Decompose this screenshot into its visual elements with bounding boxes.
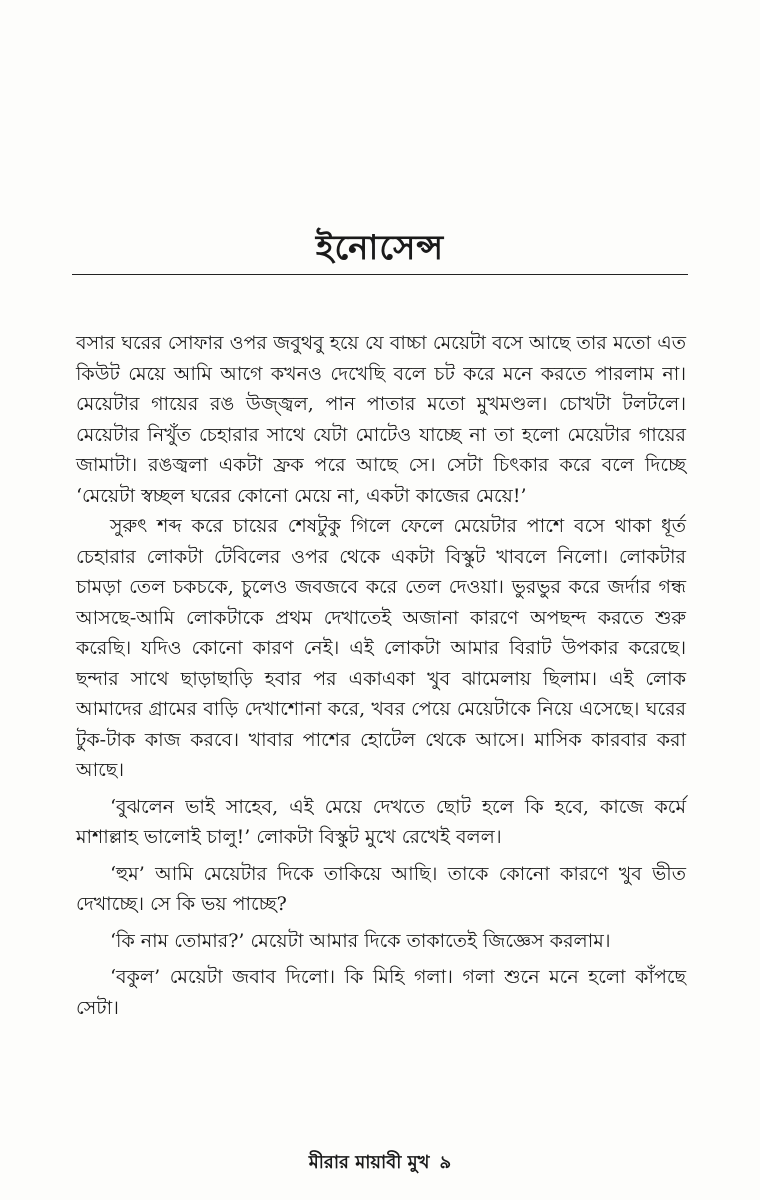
paragraph: ‘বকুল’ মেয়েটা জবাব দিলো। কি মিহি গলা। গলা শুনে মনে হলো কাঁপছে সেটা। (76, 966, 686, 1019)
paragraph: বসার ঘরের সোফার ওপর জবুথবু হয়ে যে বাচ্চা মেয়েটা বসে আছে তার মতো এত কিউট মেয়ে আমি আগে কখনও দেখেছি বলে চট করে মনে করতে পারলাম না। মেয়েটার গায়ের রঙ উজ্জ্বল, পান পাতার মতো মুখমণ্ডল। চোখটা টলটলে। মেয়েটার নিখুঁত চেহারার সাথে যেটা মোটেও যাচ্ছে না তা হলো মেয়েটার গায়ের জামাটা। রঙজ্বলা একটা ফ্রক পরে আছে সে। সেটা চিৎকার করে বলে দিচ্ছে ‘মেয়েটা স্বচ্ছল ঘরের কোনো মেয়ে না, একটা কাজের মেয়ে!’ (76, 332, 686, 507)
paragraph: ‘হুম’ আমি মেয়েটার দিকে তাকিয়ে আছি। তাকে কোনো কারণে খুব ভীত দেখাচ্ছে। সে কি ভয় পাচ্ছে? (76, 862, 686, 915)
page-number: ৯ (439, 1152, 452, 1173)
paragraph: ‘কি নাম তোমার?’ মেয়েটা আমার দিকে তাকাতেই জিজ্ঞেস করলাম। (110, 929, 611, 952)
footer-book-title: মীরার মায়াবী মুখ (308, 1152, 430, 1173)
running-footer (0, 1148, 760, 1179)
paragraph: সুরুৎ শব্দ করে চায়ের শেষটুকু গিলে ফেলে মেয়েটার পাশে বসে থাকা ধূর্ত চেহারার লোকটা টেবিলের ওপর থেকে একটা বিস্কুট খাবলে নিলো। লোকটার চামড়া তেল চকচকে, চুলেও জবজবে করে তেল দেওয়া। ভুরভুর করে জর্দার গন্ধ আসছে-আমি লোকটাকে প্রথম দেখাতেই অজানা কারণে অপছন্দ করতে শুরু করেছি। যদিও কোনো কারণ নেই। এই লোকটা আমার বিরাট উপকার করেছে। ছন্দার সাথে ছাড়াছাড়ি হবার পর একাএকা খুব ঝামেলায় ছিলাম। এই লোক আমাদের গ্রামের বাড়ি দেখাশোনা করে, খবর পেয়ে মেয়েটাকে নিয়ে এসেছে। ঘরের টুক-টাক কাজ করবে। খাবার পাশের হোটেল থেকে আসে। মাসিক কারবার করা আছে। (76, 515, 686, 781)
paragraph: ‘বুঝলেন ভাই সাহেব, এই মেয়ে দেখতে ছোট হলে কি হবে, কাজে কর্মে মাশাল্লাহ ভালোই চালু!’ লোকটা বিস্কুট মুখে রেখেই বলল। (76, 795, 686, 848)
title-divider (72, 274, 688, 275)
chapter-body (76, 328, 686, 1023)
chapter-title: ইনোসেন্স (315, 228, 445, 268)
